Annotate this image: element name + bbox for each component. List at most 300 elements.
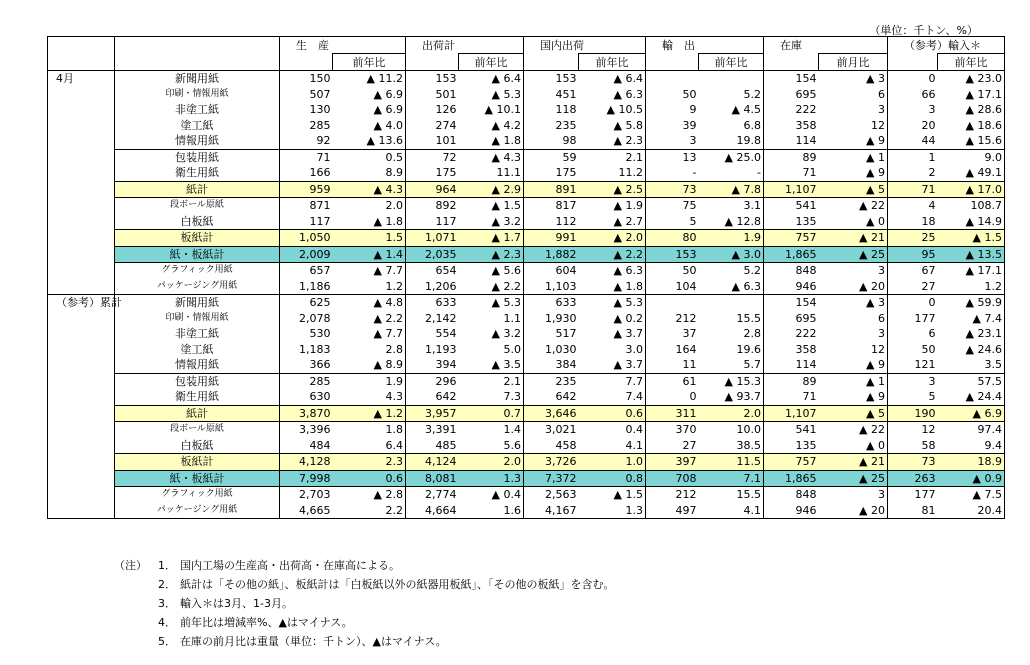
- change-cell: 5.2: [699, 263, 764, 279]
- change-cell: ▲ 2.7: [579, 214, 646, 230]
- footnote: [120, 613, 615, 632]
- row-label: パッケージング用紙: [115, 279, 280, 295]
- change-cell: 2.0: [333, 198, 406, 214]
- value-cell: 1,103: [524, 279, 579, 295]
- value-cell: 117: [280, 214, 333, 230]
- change-cell: ▲ 7.7: [333, 326, 406, 342]
- change-cell: 5.6: [459, 438, 524, 454]
- value-cell: 3,396: [280, 422, 333, 438]
- table-row: [48, 487, 1005, 503]
- value-cell: [646, 295, 699, 311]
- value-cell: 114: [764, 133, 819, 149]
- change-cell: ▲ 22: [819, 198, 888, 214]
- change-cell: ▲ 2.9: [459, 181, 524, 198]
- table-row: [48, 503, 1005, 519]
- value-cell: 2,774: [406, 487, 459, 503]
- change-cell: ▲ 28.6: [938, 102, 1005, 118]
- value-cell: 633: [524, 295, 579, 311]
- row-label: 非塗工紙: [115, 102, 280, 118]
- footnote-text: 紙計は「その他の紙」、板紙計は「白板紙以外の紙器用板紙」、「その他の板紙」を含む。: [180, 578, 615, 591]
- value-cell: 1,865: [764, 246, 819, 263]
- change-cell: 4.3: [333, 389, 406, 405]
- value-cell: 75: [646, 198, 699, 214]
- change-cell: 4.1: [699, 503, 764, 519]
- row-label: グラフィック用紙: [115, 263, 280, 279]
- table-row: [48, 342, 1005, 358]
- table-row: [48, 311, 1005, 327]
- value-cell: 235: [524, 118, 579, 134]
- header-blank: [280, 54, 333, 71]
- footnote-text: 前年比は増減率%、▲はマイナス。: [180, 616, 353, 629]
- value-cell: 112: [524, 214, 579, 230]
- change-cell: ▲ 9: [819, 389, 888, 405]
- value-cell: 61: [646, 373, 699, 389]
- change-cell: ▲ 3.7: [579, 357, 646, 373]
- value-cell: 13: [646, 149, 699, 165]
- header-exports: 輸 出: [646, 37, 764, 54]
- change-cell: 2.0: [459, 454, 524, 471]
- change-cell: 2.3: [333, 454, 406, 471]
- change-cell: ▲ 22: [819, 422, 888, 438]
- value-cell: 871: [280, 198, 333, 214]
- value-cell: 497: [646, 503, 699, 519]
- value-cell: 8,081: [406, 470, 459, 487]
- value-cell: 458: [524, 438, 579, 454]
- value-cell: 959: [280, 181, 333, 198]
- change-cell: 12: [819, 118, 888, 134]
- change-cell: 7.1: [699, 470, 764, 487]
- change-cell: 5.7: [699, 357, 764, 373]
- value-cell: 358: [764, 118, 819, 134]
- change-cell: ▲ 2.8: [333, 487, 406, 503]
- change-cell: ▲ 5.3: [579, 295, 646, 311]
- change-cell: ▲ 0.4: [459, 487, 524, 503]
- value-cell: 485: [406, 438, 459, 454]
- table-row: [48, 118, 1005, 134]
- value-cell: 81: [888, 503, 938, 519]
- value-cell: 58: [888, 438, 938, 454]
- row-label: 印刷・情報用紙: [115, 87, 280, 103]
- change-cell: ▲ 21: [819, 230, 888, 247]
- value-cell: 154: [764, 295, 819, 311]
- value-cell: 12: [888, 422, 938, 438]
- value-cell: -: [646, 165, 699, 181]
- value-cell: 71: [764, 165, 819, 181]
- change-cell: ▲ 4.0: [333, 118, 406, 134]
- change-cell: 2.2: [333, 503, 406, 519]
- row-label: 板紙計: [115, 230, 280, 247]
- change-cell: 3.0: [579, 342, 646, 358]
- change-cell: [699, 71, 764, 87]
- value-cell: 1,183: [280, 342, 333, 358]
- value-cell: 72: [406, 149, 459, 165]
- change-cell: ▲ 3: [819, 71, 888, 87]
- value-cell: 177: [888, 487, 938, 503]
- change-cell: 7.3: [459, 389, 524, 405]
- change-cell: ▲ 9: [819, 133, 888, 149]
- value-cell: 3,021: [524, 422, 579, 438]
- change-cell: 3: [819, 263, 888, 279]
- table-row: [48, 373, 1005, 389]
- change-cell: ▲ 2.5: [579, 181, 646, 198]
- value-cell: 153: [646, 246, 699, 263]
- change-cell: 8.9: [333, 165, 406, 181]
- change-cell: ▲ 0: [819, 214, 888, 230]
- change-cell: ▲ 25: [819, 246, 888, 263]
- change-cell: ▲ 15.3: [699, 373, 764, 389]
- value-cell: 3,957: [406, 405, 459, 422]
- change-cell: 0.5: [333, 149, 406, 165]
- value-cell: 2,035: [406, 246, 459, 263]
- value-cell: 18: [888, 214, 938, 230]
- row-label: 塗工紙: [115, 118, 280, 134]
- table-row: [48, 470, 1005, 487]
- value-cell: 114: [764, 357, 819, 373]
- value-cell: 89: [764, 149, 819, 165]
- value-cell: 4,664: [406, 503, 459, 519]
- change-cell: ▲ 10.1: [459, 102, 524, 118]
- change-cell: 5.2: [699, 87, 764, 103]
- value-cell: 1,882: [524, 246, 579, 263]
- value-cell: 633: [406, 295, 459, 311]
- value-cell: 397: [646, 454, 699, 471]
- table-row: [48, 149, 1005, 165]
- change-cell: ▲ 6.9: [333, 102, 406, 118]
- value-cell: 946: [764, 503, 819, 519]
- value-cell: 1,107: [764, 181, 819, 198]
- footnote-number: 3．: [158, 597, 176, 610]
- change-cell: [699, 295, 764, 311]
- change-cell: ▲ 17.1: [938, 263, 1005, 279]
- value-cell: 695: [764, 311, 819, 327]
- row-label: 白板紙: [115, 438, 280, 454]
- value-cell: 708: [646, 470, 699, 487]
- footnote: [120, 594, 615, 613]
- row-label: グラフィック用紙: [115, 487, 280, 503]
- value-cell: 104: [646, 279, 699, 295]
- value-cell: 50: [888, 342, 938, 358]
- value-cell: 311: [646, 405, 699, 422]
- change-cell: ▲ 2.2: [459, 279, 524, 295]
- change-cell: ▲ 14.9: [938, 214, 1005, 230]
- footnote-number: 4．: [158, 616, 176, 629]
- value-cell: 175: [406, 165, 459, 181]
- header-row-sub: [48, 54, 1005, 71]
- value-cell: 507: [280, 87, 333, 103]
- value-cell: 235: [524, 373, 579, 389]
- change-cell: ▲ 1.9: [579, 198, 646, 214]
- value-cell: 66: [888, 87, 938, 103]
- value-cell: 2,078: [280, 311, 333, 327]
- value-cell: 1,193: [406, 342, 459, 358]
- value-cell: 121: [888, 357, 938, 373]
- change-cell: ▲ 20: [819, 279, 888, 295]
- change-cell: ▲ 24.6: [938, 342, 1005, 358]
- value-cell: 625: [280, 295, 333, 311]
- table-row: [48, 389, 1005, 405]
- value-cell: 27: [646, 438, 699, 454]
- value-cell: 4,665: [280, 503, 333, 519]
- change-cell: 0.6: [333, 470, 406, 487]
- value-cell: 71: [764, 389, 819, 405]
- change-cell: ▲ 24.4: [938, 389, 1005, 405]
- value-cell: 71: [280, 149, 333, 165]
- header-blank: [48, 54, 115, 71]
- row-label: パッケージング用紙: [115, 503, 280, 519]
- change-cell: 1.2: [938, 279, 1005, 295]
- change-cell: ▲ 6.4: [459, 71, 524, 87]
- change-cell: 1.2: [333, 279, 406, 295]
- footnotes: [114, 556, 615, 651]
- value-cell: 0: [888, 295, 938, 311]
- table-row: [48, 405, 1005, 422]
- change-cell: 11.5: [699, 454, 764, 471]
- table-row: [48, 102, 1005, 118]
- value-cell: 0: [888, 71, 938, 87]
- change-cell: 0.8: [579, 470, 646, 487]
- value-cell: 3,870: [280, 405, 333, 422]
- table-row: [48, 133, 1005, 149]
- change-cell: ▲ 0.9: [938, 470, 1005, 487]
- change-cell: ▲ 8.9: [333, 357, 406, 373]
- change-cell: ▲ 13.6: [333, 133, 406, 149]
- value-cell: 154: [764, 71, 819, 87]
- change-cell: 1.5: [333, 230, 406, 247]
- change-cell: 2.8: [699, 326, 764, 342]
- table-row: [48, 246, 1005, 263]
- value-cell: 117: [406, 214, 459, 230]
- footnote: [120, 632, 615, 651]
- value-cell: 7,998: [280, 470, 333, 487]
- change-cell: ▲ 1.5: [938, 230, 1005, 247]
- value-cell: 6: [888, 326, 938, 342]
- footnote-number: 1．: [158, 559, 176, 572]
- value-cell: 222: [764, 102, 819, 118]
- table-row: [48, 198, 1005, 214]
- change-cell: 6: [819, 87, 888, 103]
- change-cell: ▲ 3.2: [459, 326, 524, 342]
- value-cell: 541: [764, 422, 819, 438]
- row-label: 紙・板紙計: [115, 470, 280, 487]
- row-label: 印刷・情報用紙: [115, 311, 280, 327]
- table-row: [48, 165, 1005, 181]
- value-cell: 25: [888, 230, 938, 247]
- value-cell: 654: [406, 263, 459, 279]
- value-cell: 5: [646, 214, 699, 230]
- change-cell: ▲ 7.8: [699, 181, 764, 198]
- value-cell: 946: [764, 279, 819, 295]
- change-cell: 5.0: [459, 342, 524, 358]
- row-label: 白板紙: [115, 214, 280, 230]
- header-blank: [115, 54, 280, 71]
- header-yoy: 前年比: [459, 54, 524, 71]
- change-cell: ▲ 10.5: [579, 102, 646, 118]
- change-cell: ▲ 6.9: [333, 87, 406, 103]
- change-cell: 15.5: [699, 487, 764, 503]
- value-cell: 39: [646, 118, 699, 134]
- value-cell: 9: [646, 102, 699, 118]
- value-cell: 263: [888, 470, 938, 487]
- change-cell: -: [699, 165, 764, 181]
- change-cell: 6.4: [333, 438, 406, 454]
- unit-label: （単位：千トン、%）: [869, 24, 978, 37]
- value-cell: 2,703: [280, 487, 333, 503]
- value-cell: 285: [280, 373, 333, 389]
- change-cell: 1.6: [459, 503, 524, 519]
- row-label: 衛生用紙: [115, 389, 280, 405]
- change-cell: ▲ 6.3: [579, 263, 646, 279]
- change-cell: ▲ 6.3: [699, 279, 764, 295]
- change-cell: 38.5: [699, 438, 764, 454]
- value-cell: 604: [524, 263, 579, 279]
- change-cell: ▲ 17.1: [938, 87, 1005, 103]
- table-row: [48, 181, 1005, 198]
- header-row-groups: [48, 37, 1005, 54]
- value-cell: 27: [888, 279, 938, 295]
- change-cell: 7.7: [579, 373, 646, 389]
- header-yoy: 前年比: [579, 54, 646, 71]
- value-cell: 394: [406, 357, 459, 373]
- change-cell: 1.0: [579, 454, 646, 471]
- value-cell: 451: [524, 87, 579, 103]
- value-cell: 757: [764, 230, 819, 247]
- change-cell: ▲ 1.4: [333, 246, 406, 263]
- row-label: 情報用紙: [115, 357, 280, 373]
- value-cell: 153: [524, 71, 579, 87]
- change-cell: ▲ 1: [819, 149, 888, 165]
- value-cell: 892: [406, 198, 459, 214]
- row-label: 包装用紙: [115, 373, 280, 389]
- change-cell: ▲ 17.0: [938, 181, 1005, 198]
- header-blank: [888, 54, 938, 71]
- change-cell: 11.2: [579, 165, 646, 181]
- value-cell: 5: [888, 389, 938, 405]
- row-label: 段ボール原紙: [115, 422, 280, 438]
- value-cell: 4,124: [406, 454, 459, 471]
- value-cell: 4: [888, 198, 938, 214]
- value-cell: 274: [406, 118, 459, 134]
- row-label: 新聞用紙: [115, 295, 280, 311]
- row-label: 新聞用紙: [115, 71, 280, 87]
- change-cell: ▲ 93.7: [699, 389, 764, 405]
- value-cell: 296: [406, 373, 459, 389]
- table-body: [48, 71, 1005, 519]
- change-cell: 6.8: [699, 118, 764, 134]
- table-row: [48, 71, 1005, 87]
- value-cell: 59: [524, 149, 579, 165]
- table-row: [48, 263, 1005, 279]
- change-cell: ▲ 7.5: [938, 487, 1005, 503]
- value-cell: 20: [888, 118, 938, 134]
- value-cell: 1,107: [764, 405, 819, 422]
- value-cell: 101: [406, 133, 459, 149]
- value-cell: 848: [764, 487, 819, 503]
- change-cell: 108.7: [938, 198, 1005, 214]
- change-cell: ▲ 9: [819, 357, 888, 373]
- value-cell: 212: [646, 487, 699, 503]
- change-cell: ▲ 9: [819, 165, 888, 181]
- value-cell: 2: [888, 165, 938, 181]
- header-yoy: 前年比: [699, 54, 764, 71]
- change-cell: ▲ 4.2: [459, 118, 524, 134]
- change-cell: ▲ 1.5: [459, 198, 524, 214]
- change-cell: ▲ 23.1: [938, 326, 1005, 342]
- value-cell: 212: [646, 311, 699, 327]
- change-cell: 11.1: [459, 165, 524, 181]
- change-cell: 2.1: [579, 149, 646, 165]
- value-cell: 657: [280, 263, 333, 279]
- value-cell: 3: [888, 373, 938, 389]
- change-cell: 1.1: [459, 311, 524, 327]
- value-cell: 7,372: [524, 470, 579, 487]
- value-cell: 530: [280, 326, 333, 342]
- change-cell: ▲ 3: [819, 295, 888, 311]
- change-cell: 1.9: [699, 230, 764, 247]
- change-cell: ▲ 5: [819, 405, 888, 422]
- change-cell: 9.4: [938, 438, 1005, 454]
- table-row: [48, 279, 1005, 295]
- row-label: 非塗工紙: [115, 326, 280, 342]
- value-cell: [646, 71, 699, 87]
- change-cell: 3: [819, 326, 888, 342]
- value-cell: 2,009: [280, 246, 333, 263]
- footnote-number: 2．: [158, 578, 176, 591]
- value-cell: 190: [888, 405, 938, 422]
- change-cell: ▲ 6.3: [579, 87, 646, 103]
- value-cell: 150: [280, 71, 333, 87]
- change-cell: ▲ 7.4: [938, 311, 1005, 327]
- footnote-text: 輸入＊は3月、1-3月。: [180, 597, 293, 610]
- section-label: 4月: [48, 71, 115, 295]
- change-cell: ▲ 4.8: [333, 295, 406, 311]
- value-cell: 695: [764, 87, 819, 103]
- change-cell: ▲ 1.8: [459, 133, 524, 149]
- change-cell: 3: [819, 487, 888, 503]
- value-cell: 358: [764, 342, 819, 358]
- change-cell: 1.4: [459, 422, 524, 438]
- change-cell: ▲ 0: [819, 438, 888, 454]
- change-cell: 4.1: [579, 438, 646, 454]
- footnote-text: 国内工場の生産高・出荷高・在庫高による。: [180, 559, 400, 572]
- value-cell: 1,865: [764, 470, 819, 487]
- value-cell: 50: [646, 87, 699, 103]
- table-row: [48, 438, 1005, 454]
- change-cell: ▲ 23.0: [938, 71, 1005, 87]
- value-cell: 891: [524, 181, 579, 198]
- value-cell: 166: [280, 165, 333, 181]
- change-cell: ▲ 18.6: [938, 118, 1005, 134]
- row-label: 包装用紙: [115, 149, 280, 165]
- header-yoy: 前年比: [938, 54, 1005, 71]
- value-cell: 484: [280, 438, 333, 454]
- value-cell: 642: [406, 389, 459, 405]
- table-row: [48, 214, 1005, 230]
- value-cell: 4,167: [524, 503, 579, 519]
- change-cell: ▲ 3.2: [459, 214, 524, 230]
- value-cell: 50: [646, 263, 699, 279]
- value-cell: 384: [524, 357, 579, 373]
- value-cell: 1,030: [524, 342, 579, 358]
- value-cell: 1,206: [406, 279, 459, 295]
- header-yoy: 前年比: [333, 54, 406, 71]
- value-cell: 285: [280, 118, 333, 134]
- header-blank: [406, 54, 459, 71]
- value-cell: 11: [646, 357, 699, 373]
- change-cell: 18.9: [938, 454, 1005, 471]
- change-cell: ▲ 1.8: [579, 279, 646, 295]
- row-label: 紙計: [115, 181, 280, 198]
- change-cell: ▲ 2.3: [579, 133, 646, 149]
